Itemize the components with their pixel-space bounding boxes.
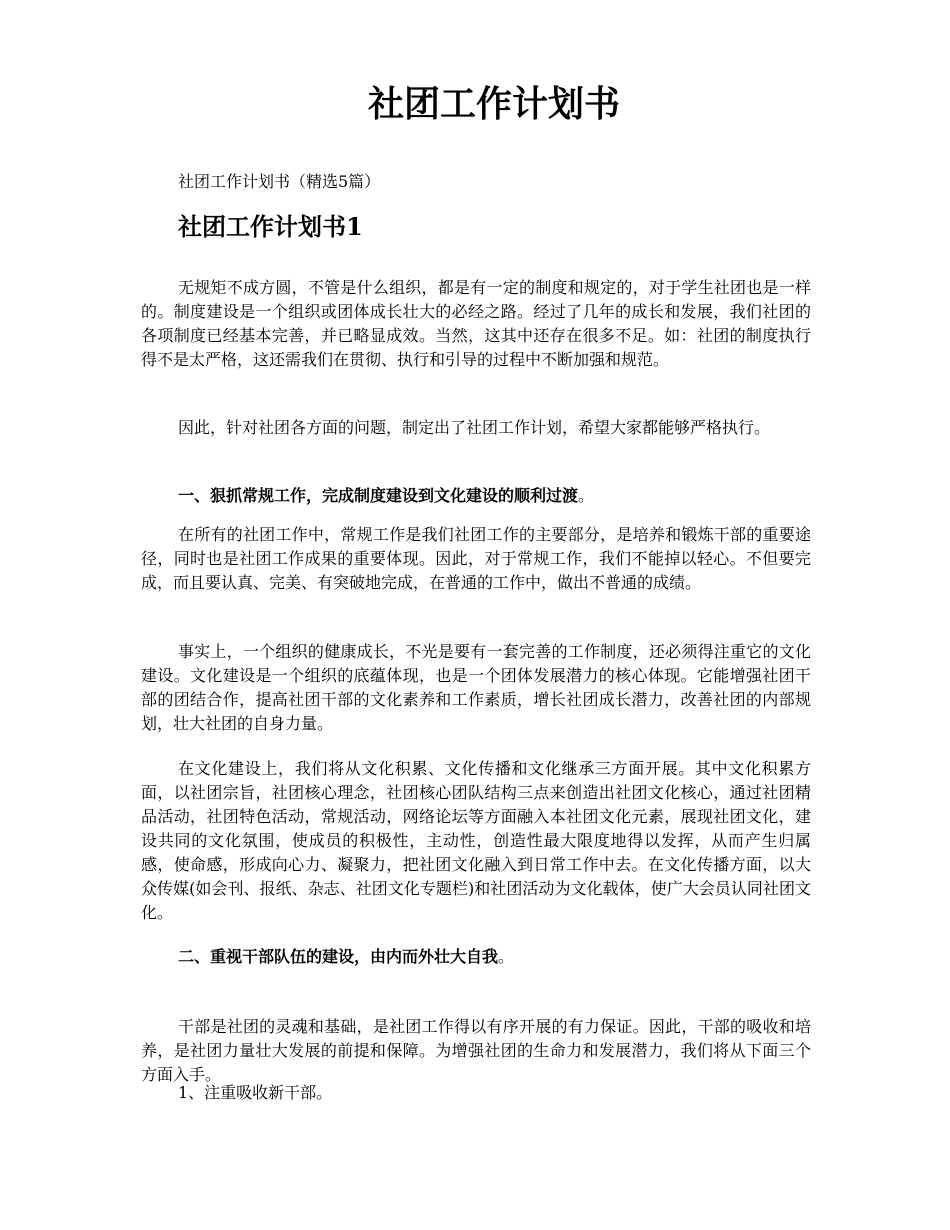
heading-cadre-team-tail: 。	[498, 947, 515, 966]
paragraph-intro: 无规矩不成方圆，不管是什么组织，都是有一定的制度和规定的，对于学生社团也是一样的。制度建设是一个组织或团体成长壮大的必经之路。经过了几年的成长和发展，我们社团的各项制度已经基本完善，并已略显成效。当然，这其中还存在很多不足。如：社团的制度执行得不是太严格，这还需我们在贯彻、执行和引导的过程中不断加强和规范。	[141, 278, 811, 369]
paragraph-routine-work: 在所有的社团工作中，常规工作是我们社团工作的主要部分，是培养和锻炼干部的重要途径，同时也是社团工作成果的重要体现。因此，对于常规工作，我们不能掉以轻心。不但要完成，而且要认真、完美、有突破地完成，在普通的工作中，做出不普通的成绩。	[141, 525, 811, 592]
list-item-1: 1、注重吸收新干部。	[178, 1083, 333, 1102]
heading-routine-work-tail: 。	[578, 486, 595, 505]
document-subtitle: 社团工作计划书（精选5篇）	[178, 172, 381, 191]
paragraph-cadre: 干部是社团的灵魂和基础，是社团工作得以有序开展的有力保证。因此，干部的吸收和培养，是社团力量壮大发展的前提和保障。为增强社团的生命力和发展潜力，我们将从下面三个方面入手。	[141, 1017, 811, 1084]
heading-routine-work	[178, 484, 594, 508]
paragraph-culture-plan: 在文化建设上，我们将从文化积累、文化传播和文化继承三方面开展。其中文化积累方面，以社团宗旨，社团核心理念，社团核心团队结构三点来创造出社团文化核心，通过社团精品活动，社团特色活动，常规活动，网络论坛等方面融入本社团文化元素，展现社团文化，建设共同的文化氛围，使成员的积极性，主动性，创造性最大限度地得以发挥，从而产生归属感，使命感，形成向心力、凝聚力，把社团文化融入到日常工作中去。在文化传播方面，以大众传媒(如会刊、报纸、杂志、社团文化专题栏)和社团活动为文化载体，使广大会员认同社团文化。	[141, 759, 811, 922]
heading-routine-work-text: 一、狠抓常规工作，完成制度建设到文化建设的顺利过渡	[178, 486, 579, 505]
paragraph-culture-building: 事实上，一个组织的健康成长，不光是要有一套完善的工作制度，还必须得注重它的文化建设。文化建设是一个组织的底蕴体现，也是一个团体发展潜力的核心体现。它能增强社团干部的团结合作，提高社团干部的文化素养和工作素质，增长社团成长潜力，改善社团的内部规划，壮大社团的自身力量。	[141, 642, 811, 733]
heading-cadre-team-text: 二、重视干部队伍的建设，由内而外壮大自我	[178, 947, 499, 966]
heading-cadre-team	[178, 945, 514, 969]
section-title: 社团工作计划书1	[178, 212, 363, 241]
document-title: 社团工作计划书	[367, 83, 620, 125]
paragraph-therefore: 因此，针对社团各方面的问题，制定出了社团工作计划，希望大家都能够严格执行。	[178, 418, 771, 437]
